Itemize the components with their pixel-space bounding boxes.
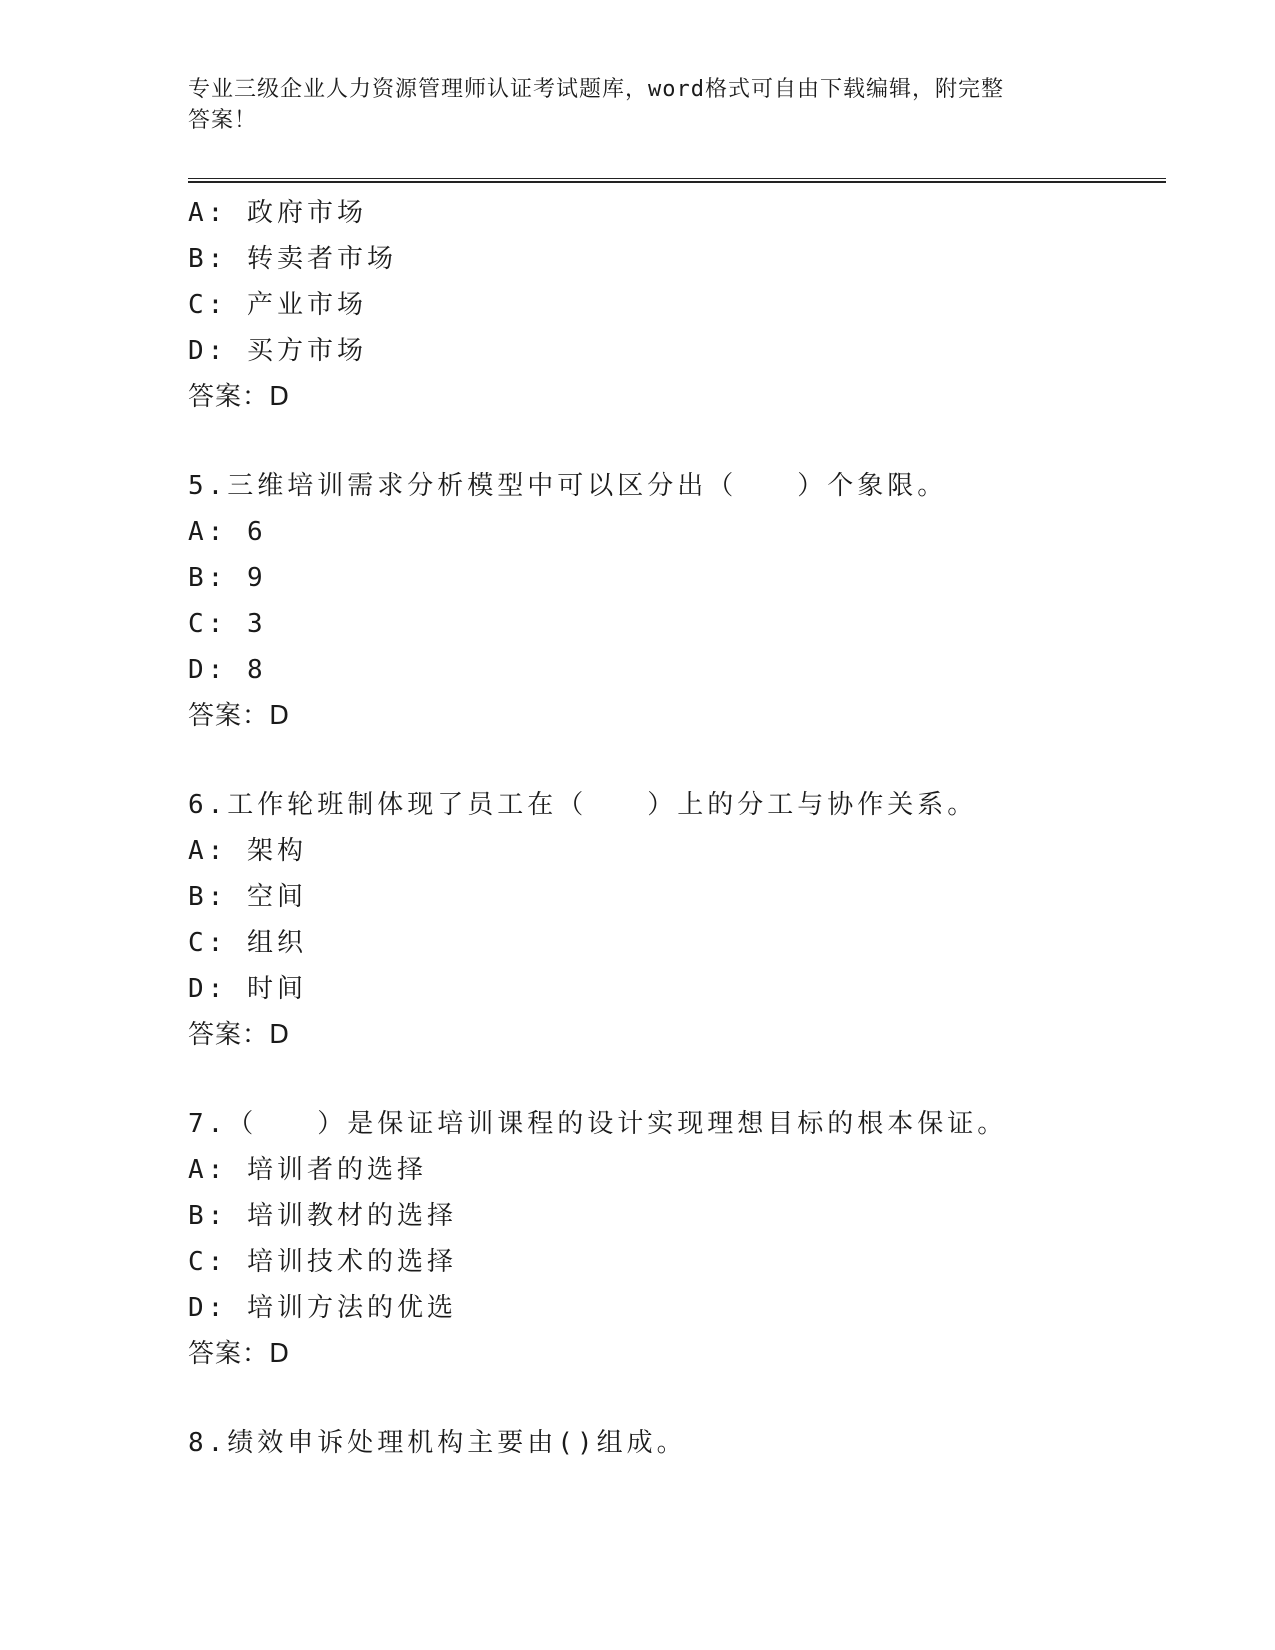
option-b: B: 空间 [188,882,307,912]
option-a: A: 政府市场 [188,198,367,228]
option-c: C: 3 [188,609,267,639]
question-text: 5.三维培训需求分析模型中可以区分出（ ）个象限。 [188,471,948,501]
option-d: D: 时间 [188,974,307,1004]
answer-text: 答案：D [188,701,291,731]
question-list [188,190,1148,1466]
answer-text: 答案：D [188,1339,291,1369]
spacer [188,739,1148,782]
spacer [188,1058,1148,1101]
option-a: A: 6 [188,517,267,547]
question-text: 7.（ ）是保证培训课程的设计实现理想目标的根本保证。 [188,1109,1008,1139]
header-line-1: 专业三级企业人力资源管理师认证考试题库，word格式可自由下载编辑，附完整 [188,77,1004,102]
question-block-6 [188,782,1148,1058]
option-d: D: 8 [188,655,267,685]
question-block-4 [188,190,1148,420]
spacer [188,420,1148,463]
option-c: C: 培训技术的选择 [188,1247,457,1277]
question-block-5 [188,463,1148,739]
option-a: A: 培训者的选择 [188,1155,427,1185]
answer-text: 答案：D [188,1020,291,1050]
option-b: B: 培训教材的选择 [188,1201,457,1231]
option-d: D: 买方市场 [188,336,367,366]
option-b: B: 9 [188,563,267,593]
question-text: 6.工作轮班制体现了员工在（ ）上的分工与协作关系。 [188,790,978,820]
spacer [188,1377,1148,1420]
question-block-8 [188,1420,1148,1466]
document-header [188,74,1068,136]
option-a: A: 架构 [188,836,307,866]
option-b: B: 转卖者市场 [188,244,397,274]
header-divider [188,178,1166,183]
header-line-2: 答案！ [188,108,258,133]
question-text: 8.绩效申诉处理机构主要由()组成。 [188,1428,687,1458]
option-d: D: 培训方法的优选 [188,1293,457,1323]
option-c: C: 产业市场 [188,290,367,320]
question-block-7 [188,1101,1148,1377]
answer-text: 答案：D [188,382,291,412]
option-c: C: 组织 [188,928,307,958]
